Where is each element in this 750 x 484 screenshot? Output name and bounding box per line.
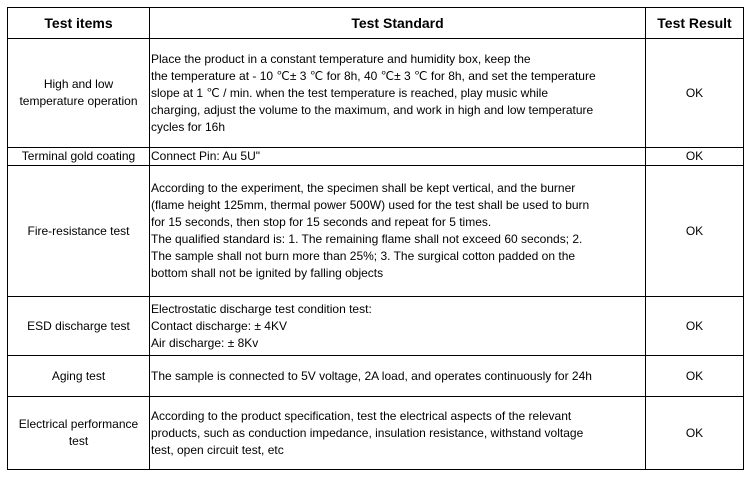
test-item-line: Terminal gold coating	[21, 149, 136, 163]
standard-line: According to the product specification, test the electrical aspects of the relevant	[151, 408, 572, 423]
test-item-cell	[8, 297, 150, 356]
standard-line: bottom shall not be ignited by falling objects	[151, 266, 384, 280]
standard-line: Connect Pin: Au 5U"	[151, 149, 260, 163]
test-result-cell: OK	[646, 397, 744, 470]
test-item-line: Fire-resistance test	[27, 223, 130, 238]
standard-line: test, open circuit test, etc	[151, 442, 284, 457]
header-row	[8, 8, 744, 39]
header-test-result: Test Result	[646, 8, 744, 39]
table-row	[8, 397, 744, 470]
standard-line: The sample shall not burn more than 25%; 3. The surgical cotton padded on the	[151, 249, 576, 263]
standard-line: Air discharge: ± 8Kv	[151, 335, 259, 350]
standard-line: charging, adjust the volume to the maximum, and work in high and low temperature	[151, 102, 594, 117]
table-row	[8, 39, 744, 148]
standard-line: for 15 seconds, then stop for 15 seconds and repeat for 5 times.	[151, 215, 492, 229]
standard-line: products, such as conduction impedance, insulation resistance, withstand voltage	[151, 425, 584, 440]
table-row	[8, 297, 744, 356]
test-result-cell: OK	[646, 148, 744, 166]
test-standard-cell	[150, 297, 646, 356]
test-result-cell: OK	[646, 39, 744, 148]
standard-line: Place the product in a constant temperature and humidity box, keep the	[151, 51, 531, 66]
test-result-cell: OK	[646, 166, 744, 297]
table-row	[8, 166, 744, 297]
test-item-cell	[8, 166, 150, 297]
test-item-line: test	[68, 434, 89, 448]
test-standard-cell	[150, 39, 646, 148]
test-item-line: Aging test	[51, 368, 106, 383]
test-standard-cell	[150, 356, 646, 397]
standard-line: Electrostatic discharge test condition test:	[151, 301, 372, 316]
standard-line: slope at 1 ℃ / min. when the test temperature is reached, play music while	[151, 85, 548, 100]
standard-line: According to the experiment, the specimen shall be kept vertical, and the burner	[151, 181, 576, 195]
standard-line: Contact discharge: ± 4KV	[151, 318, 287, 333]
standard-line: (flame height 125mm, thermal power 500W) used for the test shall be used to burn	[151, 198, 590, 212]
test-report-table-container	[7, 7, 744, 470]
test-standard-cell	[150, 148, 646, 166]
test-item-cell	[8, 397, 150, 470]
table-row	[8, 356, 744, 397]
standard-line: The qualified standard is: 1. The remaining flame shall not exceed 60 seconds; 2.	[151, 232, 583, 246]
test-standard-cell	[150, 397, 646, 470]
table-row	[8, 148, 744, 166]
test-item-cell	[8, 148, 150, 166]
test-result-cell: OK	[646, 297, 744, 356]
test-item-line: High and low	[43, 77, 114, 91]
test-item-line: ESD discharge test	[27, 318, 130, 333]
test-item-cell	[8, 39, 150, 148]
test-standard-cell	[150, 166, 646, 297]
test-item-cell	[8, 356, 150, 397]
standard-line: the temperature at - 10 ℃± 3 ℃ for 8h, 40 ℃± 3 ℃ for 8h, and set the temperature	[151, 68, 596, 83]
test-result-cell: OK	[646, 356, 744, 397]
test-report-table	[7, 7, 744, 470]
header-test-standard: Test Standard	[150, 8, 646, 39]
standard-line: cycles for 16h	[151, 119, 226, 134]
test-item-line: temperature operation	[19, 94, 138, 108]
header-test-items: Test items	[8, 8, 150, 39]
standard-line: The sample is connected to 5V voltage, 2A load, and operates continuously for 24h	[151, 368, 592, 383]
test-item-line: Electrical performance	[18, 417, 139, 431]
